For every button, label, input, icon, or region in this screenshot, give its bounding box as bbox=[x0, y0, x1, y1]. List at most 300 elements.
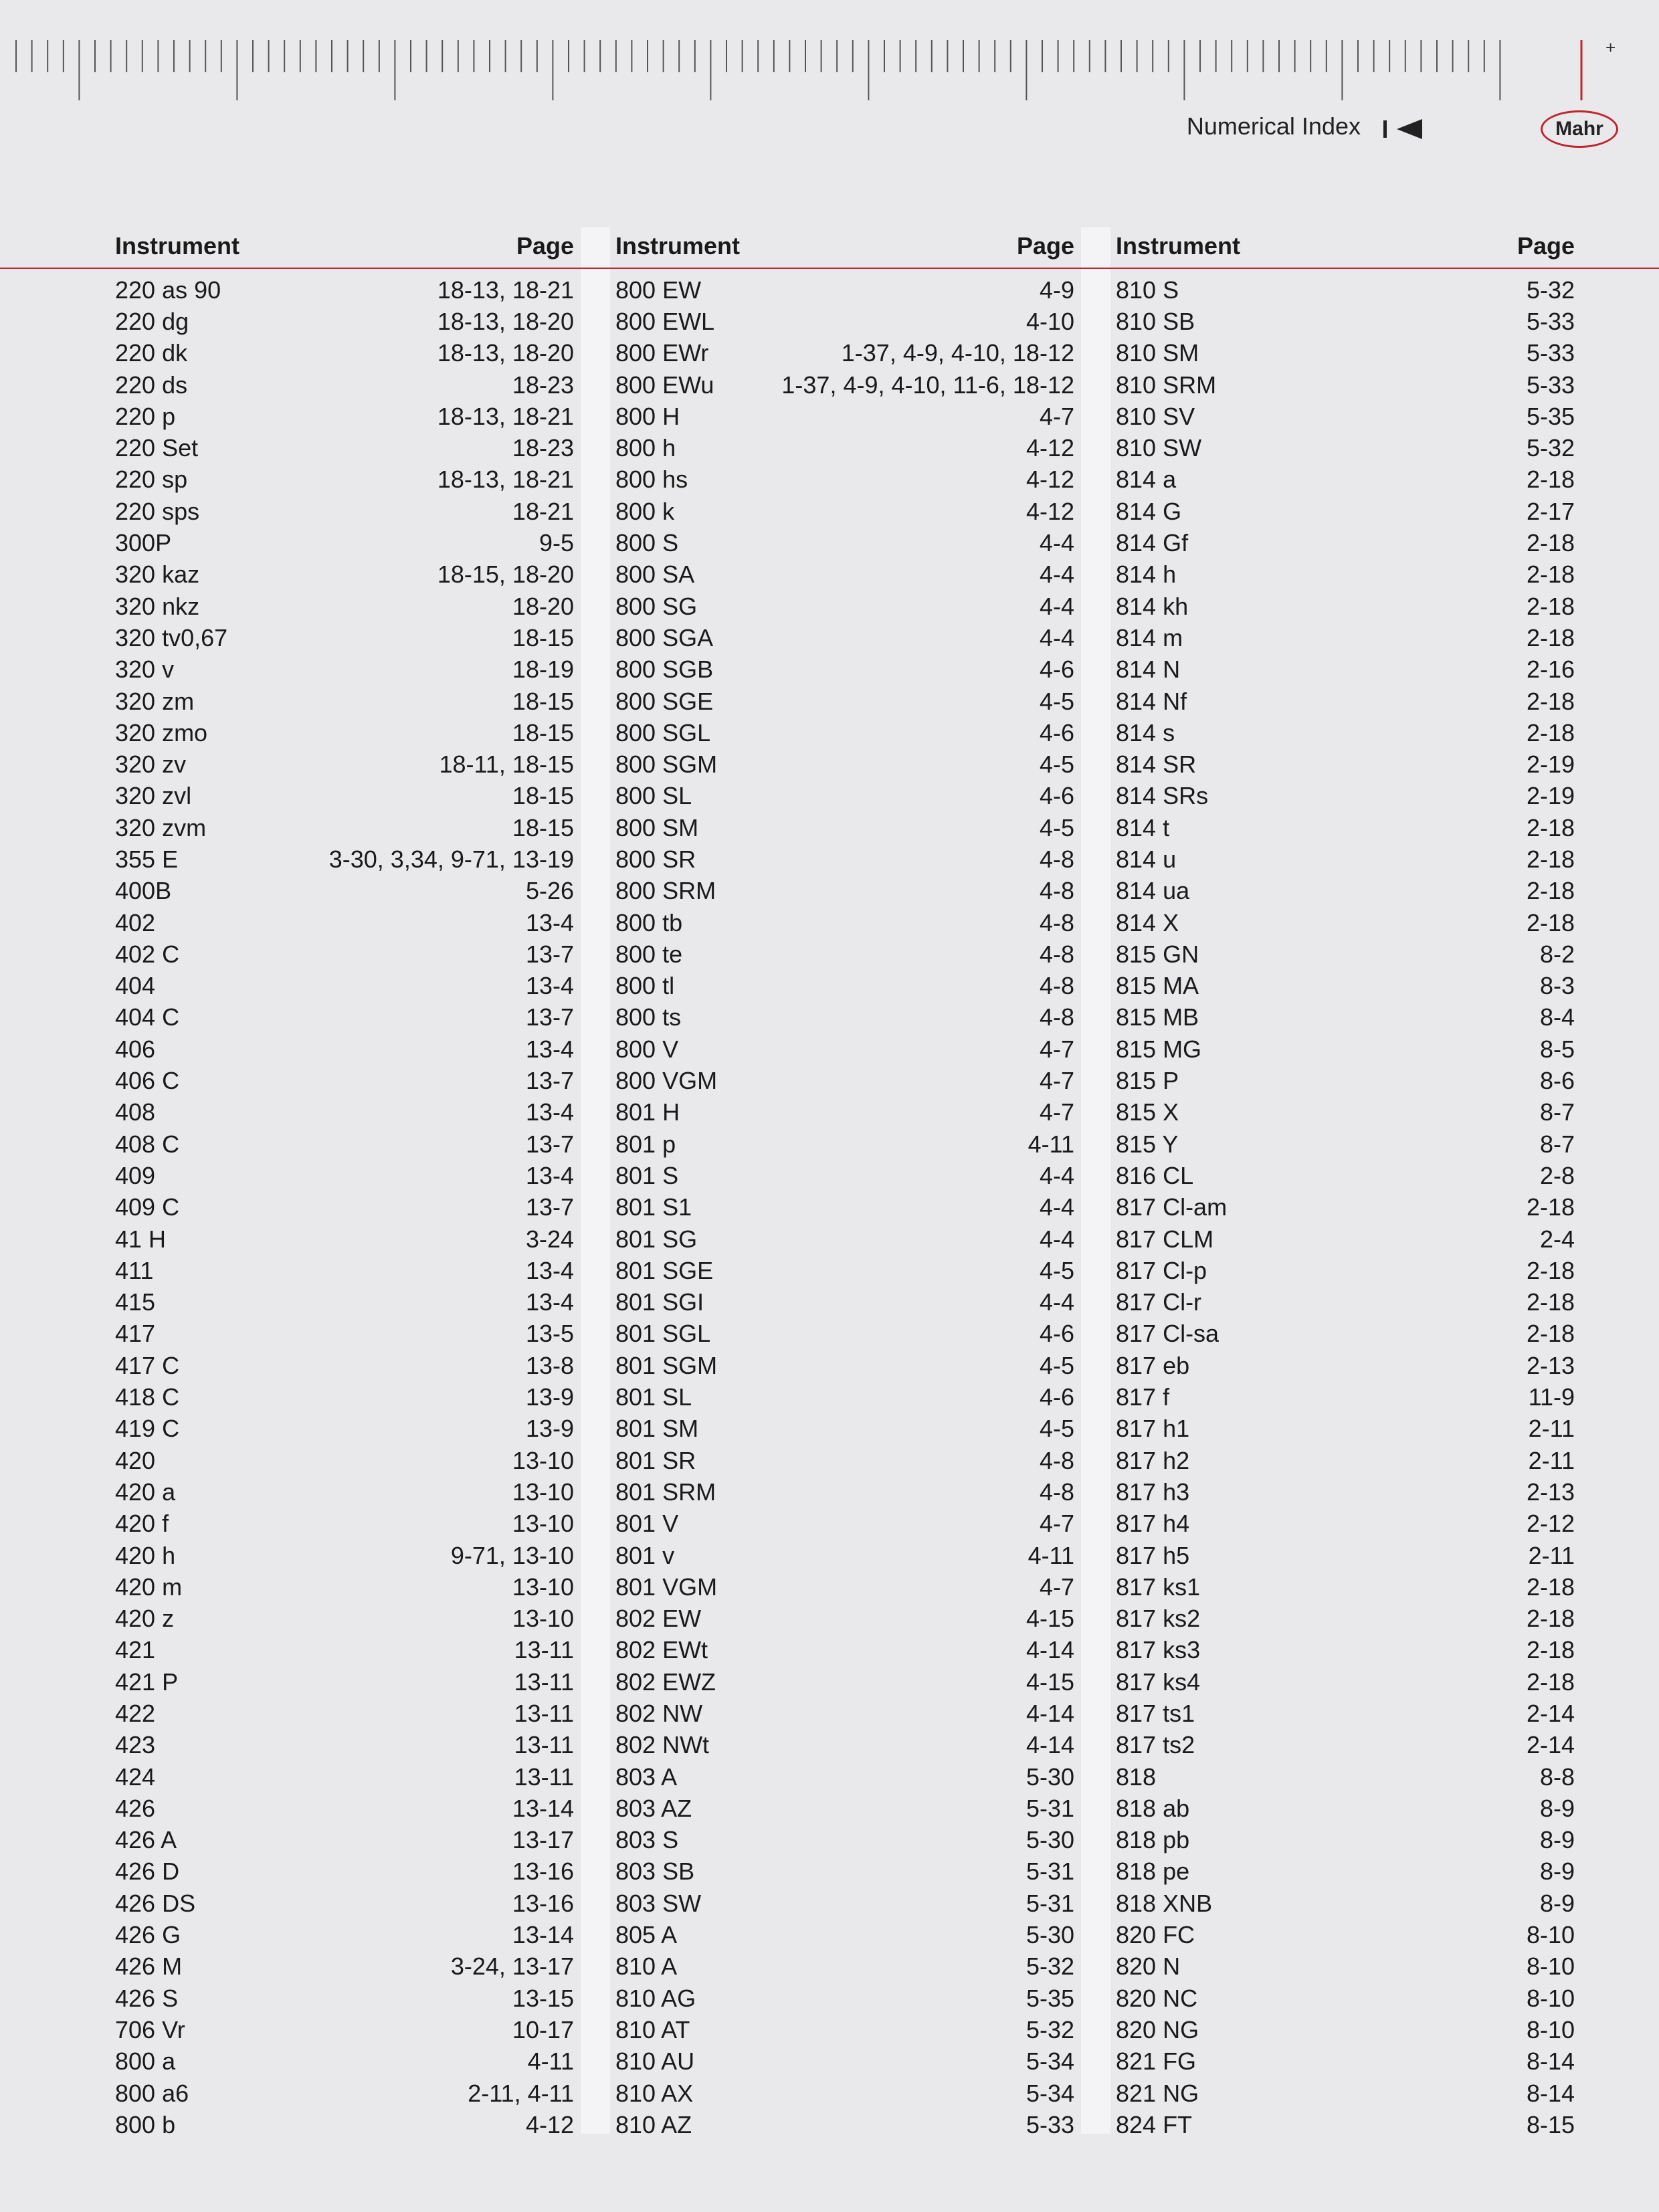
index-row bbox=[115, 1666, 574, 1698]
instrument-name: 801 SGM bbox=[615, 1351, 718, 1379]
instrument-name: 814 m bbox=[1116, 623, 1183, 651]
page-reference: 2-18 bbox=[1526, 718, 1575, 746]
page-reference: 8-3 bbox=[1539, 972, 1575, 1000]
page-reference: 2-18 bbox=[1526, 813, 1575, 841]
page-reference: 13-4 bbox=[525, 1098, 574, 1126]
instrument-name: 800 SRM bbox=[615, 877, 716, 905]
instrument-name: 801 SGE bbox=[615, 1256, 714, 1284]
index-row bbox=[115, 1476, 574, 1508]
instrument-name: 801 v bbox=[615, 1541, 675, 1569]
page-reference: 2-18 bbox=[1526, 1636, 1575, 1664]
page-reference: 2-18 bbox=[1526, 1320, 1575, 1348]
index-row bbox=[115, 1761, 574, 1793]
instrument-name: 814 G bbox=[1116, 497, 1182, 525]
instrument-name: 802 EWZ bbox=[615, 1668, 716, 1696]
instrument-name: 320 nkz bbox=[115, 592, 200, 620]
page-reference: 18-19 bbox=[512, 656, 574, 684]
page-reference: 13-7 bbox=[525, 1067, 574, 1095]
instrument-name: 408 C bbox=[115, 1130, 180, 1158]
index-row bbox=[615, 1540, 1074, 1571]
instrument-name: 810 AU bbox=[615, 2047, 695, 2076]
index-row bbox=[1116, 938, 1575, 970]
instrument-name: 420 a bbox=[115, 1478, 176, 1506]
index-row bbox=[115, 338, 574, 369]
index-row bbox=[115, 2078, 574, 2109]
page-reference: 1-37, 4-9, 4-10, 18-12 bbox=[841, 339, 1074, 367]
index-row bbox=[1116, 1065, 1575, 1096]
index-rows bbox=[1116, 274, 1575, 2141]
instrument-name: 800 a6 bbox=[115, 2079, 189, 2107]
index-row bbox=[115, 1128, 574, 1160]
instrument-name: 800 SGB bbox=[615, 656, 714, 684]
instrument-name: 800 EW bbox=[615, 276, 702, 304]
index-row bbox=[615, 401, 1074, 432]
index-row bbox=[1116, 1350, 1575, 1381]
page-reference: 4-14 bbox=[1026, 1636, 1074, 1664]
instrument-name: 814 Gf bbox=[1116, 529, 1189, 557]
index-row bbox=[1116, 274, 1575, 306]
instrument-name: 800 SG bbox=[615, 592, 698, 620]
index-row bbox=[115, 1983, 574, 2014]
instrument-name: 426 S bbox=[115, 1984, 179, 2012]
instrument-name: 801 SGI bbox=[615, 1288, 704, 1316]
page-reference: 5-34 bbox=[1026, 2047, 1074, 2076]
instrument-name: 815 P bbox=[1116, 1067, 1179, 1095]
page-reference: 9-5 bbox=[539, 529, 574, 557]
instrument-name: 820 NG bbox=[1116, 2015, 1199, 2043]
index-row bbox=[615, 1793, 1074, 1824]
instrument-name: 300P bbox=[115, 529, 172, 557]
index-row bbox=[115, 1698, 574, 1729]
page-reference: 4-7 bbox=[1039, 1067, 1074, 1095]
index-row bbox=[115, 781, 574, 812]
index-row bbox=[1116, 1888, 1575, 1919]
instrument-name: 420 bbox=[115, 1446, 156, 1474]
instrument-name: 801 S bbox=[615, 1161, 679, 1189]
index-row bbox=[615, 1033, 1074, 1065]
index-row bbox=[615, 2078, 1074, 2109]
page-reference: 13-16 bbox=[512, 1857, 574, 1886]
page-reference: 5-34 bbox=[1026, 2079, 1074, 2107]
instrument-name: 810 AG bbox=[615, 1984, 696, 2012]
instrument-name: 810 AZ bbox=[615, 2110, 692, 2138]
page-reference: 8-9 bbox=[1539, 1857, 1575, 1886]
instrument-name: 422 bbox=[115, 1700, 156, 1727]
page-reference: 4-4 bbox=[1039, 561, 1074, 589]
index-row bbox=[615, 559, 1074, 591]
index-row bbox=[615, 1635, 1074, 1666]
page-reference: 4-6 bbox=[1039, 1320, 1074, 1348]
instrument-name: 320 zv bbox=[115, 750, 187, 779]
index-row bbox=[1116, 876, 1575, 907]
index-row bbox=[1116, 1730, 1575, 1761]
index-rows bbox=[615, 274, 1074, 2141]
page-reference: 18-15 bbox=[512, 623, 574, 651]
page-reference: 18-20 bbox=[512, 592, 574, 620]
instrument-name: 803 S bbox=[615, 1826, 679, 1854]
page-reference: 5-35 bbox=[1026, 1984, 1074, 2012]
index-row bbox=[115, 717, 574, 748]
index-row bbox=[115, 748, 574, 780]
index-row bbox=[115, 622, 574, 653]
page-reference: 13-7 bbox=[525, 1193, 574, 1221]
index-row bbox=[1116, 1761, 1575, 1793]
page-reference: 13-4 bbox=[525, 1256, 574, 1284]
instrument-name: 803 AZ bbox=[615, 1794, 692, 1822]
page-reference: 4-7 bbox=[1039, 1510, 1074, 1538]
index-row bbox=[115, 843, 574, 875]
instrument-name: 406 bbox=[115, 1035, 156, 1063]
index-row bbox=[615, 1919, 1074, 1950]
page-reference: 4-15 bbox=[1026, 1605, 1074, 1633]
instrument-name: 814 t bbox=[1116, 813, 1170, 841]
instrument-name: 817 ks4 bbox=[1116, 1668, 1201, 1696]
index-row bbox=[1116, 1635, 1575, 1666]
index-row bbox=[1116, 527, 1575, 559]
index-row bbox=[1116, 907, 1575, 938]
page-reference: 4-14 bbox=[1026, 1731, 1074, 1759]
instrument-name: 815 Y bbox=[1116, 1130, 1179, 1158]
index-row bbox=[1116, 1508, 1575, 1540]
instrument-name: 814 X bbox=[1116, 908, 1179, 936]
instrument-name: 800 tb bbox=[615, 908, 683, 936]
index-row bbox=[115, 1065, 574, 1096]
page-reference: 2-19 bbox=[1526, 782, 1575, 810]
index-row bbox=[115, 1856, 574, 1888]
index-row bbox=[115, 1033, 574, 1065]
instrument-name: 418 C bbox=[115, 1383, 180, 1411]
instrument-name: 801 SL bbox=[615, 1383, 692, 1411]
index-row bbox=[615, 907, 1074, 938]
page-reference: 4-4 bbox=[1039, 1225, 1074, 1253]
page-reference: 11-9 bbox=[1528, 1383, 1575, 1411]
instrument-name: 814 Nf bbox=[1116, 687, 1187, 715]
index-row bbox=[1116, 1255, 1575, 1286]
index-row bbox=[615, 1128, 1074, 1160]
instrument-name: 817 ts1 bbox=[1116, 1700, 1195, 1727]
index-row bbox=[115, 1413, 574, 1445]
index-row bbox=[1116, 2046, 1575, 2078]
index-row bbox=[615, 781, 1074, 812]
index-column-3 bbox=[1116, 227, 1575, 2141]
instrument-name: 818 pe bbox=[1116, 1857, 1190, 1886]
instrument-name: 220 sps bbox=[115, 497, 200, 525]
instrument-name: 424 bbox=[115, 1763, 156, 1791]
index-row bbox=[115, 306, 574, 337]
index-row bbox=[615, 812, 1074, 843]
instrument-name: 802 NW bbox=[615, 1700, 703, 1727]
page-reference: 13-10 bbox=[512, 1510, 574, 1538]
page-reference: 18-15 bbox=[512, 687, 574, 715]
page-reference: 4-6 bbox=[1039, 718, 1074, 746]
index-row bbox=[615, 1603, 1074, 1634]
page-reference: 13-7 bbox=[525, 1130, 574, 1158]
instrument-name: 810 SV bbox=[1116, 402, 1195, 430]
instrument-name: 802 EWt bbox=[615, 1636, 708, 1664]
instrument-name: 402 C bbox=[115, 940, 180, 968]
page-reference: 4-9 bbox=[1039, 276, 1074, 304]
index-row bbox=[615, 1381, 1074, 1413]
index-row bbox=[115, 1350, 574, 1381]
index-row bbox=[115, 812, 574, 843]
instrument-name: 801 SR bbox=[615, 1446, 696, 1474]
index-row bbox=[1116, 1603, 1575, 1634]
index-row bbox=[615, 496, 1074, 527]
instrument-name: 810 AX bbox=[615, 2079, 694, 2107]
page-reference: 3-24, 13-17 bbox=[450, 1952, 574, 1981]
index-row bbox=[615, 1730, 1074, 1761]
instrument-name: 814 a bbox=[1116, 466, 1177, 494]
instrument-name: 220 sp bbox=[115, 466, 188, 494]
instrument-name: 805 A bbox=[615, 1921, 678, 1949]
page-reference: 8-15 bbox=[1526, 2110, 1575, 2138]
instrument-name: 821 FG bbox=[1116, 2047, 1197, 2076]
index-row bbox=[115, 1571, 574, 1603]
index-row bbox=[115, 1888, 574, 1919]
instrument-name: 417 bbox=[115, 1320, 156, 1348]
page-reference: 2-19 bbox=[1526, 750, 1575, 779]
index-row bbox=[1116, 1128, 1575, 1160]
index-row bbox=[1116, 781, 1575, 812]
index-row bbox=[115, 1445, 574, 1476]
page-reference: 5-30 bbox=[1026, 1763, 1074, 1791]
instrument-name: 810 SRM bbox=[1116, 371, 1217, 399]
index-row bbox=[1116, 1856, 1575, 1888]
instrument-name: 815 MA bbox=[1116, 972, 1199, 1000]
page-reference: 18-15 bbox=[512, 782, 574, 810]
index-row bbox=[615, 1255, 1074, 1286]
index-row bbox=[615, 1445, 1074, 1476]
page-reference: 4-8 bbox=[1039, 877, 1074, 905]
index-row bbox=[115, 907, 574, 938]
index-row bbox=[615, 1666, 1074, 1698]
page-reference: 4-7 bbox=[1039, 1573, 1074, 1601]
instrument-name: 803 A bbox=[615, 1763, 678, 1791]
instrument-name: 800 S bbox=[615, 529, 679, 557]
instrument-name: 426 M bbox=[115, 1952, 183, 1981]
instrument-name: 800 a bbox=[115, 2047, 176, 2076]
instrument-name: 817 Cl-r bbox=[1116, 1288, 1202, 1316]
page-reference: 18-13, 18-20 bbox=[437, 339, 574, 367]
page-reference: 4-7 bbox=[1039, 402, 1074, 430]
page-reference: 2-18 bbox=[1526, 687, 1575, 715]
column-header bbox=[615, 227, 1074, 265]
index-row bbox=[115, 971, 574, 1002]
instrument-name: 800 EWL bbox=[615, 307, 715, 335]
index-row bbox=[1116, 2109, 1575, 2140]
index-row bbox=[615, 2109, 1074, 2140]
index-row bbox=[615, 1761, 1074, 1793]
instrument-name: 800 h bbox=[615, 434, 676, 462]
instrument-name: 801 H bbox=[615, 1098, 680, 1126]
instrument-name: 824 FT bbox=[1116, 2110, 1193, 2138]
page-reference: 8-4 bbox=[1539, 1003, 1575, 1031]
index-row bbox=[1116, 1287, 1575, 1318]
page-reference: 9-71, 13-10 bbox=[450, 1541, 574, 1569]
instrument-name: 818 bbox=[1116, 1763, 1157, 1791]
index-row bbox=[1116, 717, 1575, 748]
index-row bbox=[615, 338, 1074, 369]
page-reference: 13-4 bbox=[525, 908, 574, 936]
index-row bbox=[1116, 1413, 1575, 1445]
page-reference: 13-7 bbox=[525, 940, 574, 968]
page-reference: 5-33 bbox=[1526, 307, 1575, 335]
index-row bbox=[115, 1223, 574, 1255]
index-row bbox=[1116, 843, 1575, 875]
instrument-name: 801 V bbox=[615, 1510, 679, 1538]
page-reference: 8-9 bbox=[1539, 1889, 1575, 1917]
page-reference: 8-10 bbox=[1526, 2015, 1575, 2043]
index-row bbox=[115, 2046, 574, 2078]
index-row bbox=[115, 1635, 574, 1666]
instrument-name: 406 C bbox=[115, 1067, 180, 1095]
index-row bbox=[615, 527, 1074, 559]
index-row bbox=[615, 432, 1074, 464]
page-reference: 18-15 bbox=[512, 718, 574, 746]
section-title: Numerical Index bbox=[1186, 112, 1361, 140]
index-row bbox=[615, 876, 1074, 907]
page-reference: 13-16 bbox=[512, 1889, 574, 1917]
page-reference: 13-10 bbox=[512, 1478, 574, 1506]
index-row bbox=[1116, 1540, 1575, 1571]
page-reference: 13-8 bbox=[525, 1351, 574, 1379]
page-reference: 2-8 bbox=[1539, 1161, 1575, 1189]
instrument-name: 800 SGL bbox=[615, 718, 711, 746]
column-divider bbox=[581, 227, 610, 2134]
instrument-name: 817 Cl-am bbox=[1116, 1193, 1228, 1221]
index-row bbox=[115, 369, 574, 401]
page-reference: 13-17 bbox=[512, 1826, 574, 1854]
page-reference: 2-18 bbox=[1526, 592, 1575, 620]
page-reference: 4-6 bbox=[1039, 656, 1074, 684]
index-row bbox=[615, 1413, 1074, 1445]
page-reference: 2-16 bbox=[1526, 656, 1575, 684]
page-reference: 4-4 bbox=[1039, 623, 1074, 651]
page-reference: 4-5 bbox=[1039, 687, 1074, 715]
index-row bbox=[1116, 1318, 1575, 1350]
page-reference: 5-32 bbox=[1026, 1952, 1074, 1981]
instrument-name: 801 p bbox=[615, 1130, 676, 1158]
page-reference: 2-18 bbox=[1526, 1256, 1575, 1284]
index-row bbox=[615, 971, 1074, 1002]
page-reference: 5-31 bbox=[1026, 1794, 1074, 1822]
page-reference: 4-5 bbox=[1039, 1351, 1074, 1379]
page-reference: 4-12 bbox=[1026, 466, 1074, 494]
index-row bbox=[115, 1540, 574, 1571]
page-reference: 2-18 bbox=[1526, 877, 1575, 905]
index-row bbox=[615, 2014, 1074, 2045]
index-row bbox=[615, 1571, 1074, 1603]
instrument-name: 800 hs bbox=[615, 466, 688, 494]
instrument-name: 814 SR bbox=[1116, 750, 1197, 779]
page-reference: 2-18 bbox=[1526, 466, 1575, 494]
instrument-name: 814 h bbox=[1116, 561, 1177, 589]
page-reference: 5-35 bbox=[1526, 402, 1575, 430]
page-reference: 8-14 bbox=[1526, 2079, 1575, 2107]
index-column-2 bbox=[615, 227, 1074, 2141]
index-row bbox=[1116, 2078, 1575, 2109]
index-row bbox=[115, 1255, 574, 1286]
instrument-header: Instrument bbox=[1116, 232, 1241, 260]
instrument-name: 817 ts2 bbox=[1116, 1731, 1195, 1759]
instrument-name: 814 u bbox=[1116, 845, 1177, 873]
instrument-name: 426 A bbox=[115, 1826, 177, 1854]
instrument-name: 220 Set bbox=[115, 434, 199, 462]
index-row bbox=[1116, 2014, 1575, 2045]
page-ruler bbox=[0, 0, 1659, 114]
index-row bbox=[615, 1160, 1074, 1191]
instrument-name: 817 Cl-sa bbox=[1116, 1320, 1219, 1348]
instrument-name: 220 ds bbox=[115, 371, 188, 399]
instrument-name: 801 SG bbox=[615, 1225, 698, 1253]
page-reference: 18-21 bbox=[512, 497, 574, 525]
index-row bbox=[615, 1192, 1074, 1223]
instrument-name: 803 SB bbox=[615, 1857, 695, 1886]
page-reference: 13-4 bbox=[525, 1288, 574, 1316]
instrument-name: 814 kh bbox=[1116, 592, 1189, 620]
page-reference: 4-5 bbox=[1039, 1415, 1074, 1443]
page-reference: 4-5 bbox=[1039, 1256, 1074, 1284]
page-reference: 10-17 bbox=[512, 2015, 574, 2043]
index-row bbox=[615, 1223, 1074, 1255]
instrument-name: 800 SR bbox=[615, 845, 696, 873]
instrument-name: 817 ks1 bbox=[1116, 1573, 1201, 1601]
index-row bbox=[615, 748, 1074, 780]
instrument-name: 818 pb bbox=[1116, 1826, 1190, 1854]
page-header: Page bbox=[1016, 232, 1074, 260]
page-reference: 13-11 bbox=[514, 1731, 574, 1759]
page-reference: 2-18 bbox=[1526, 561, 1575, 589]
index-row bbox=[115, 654, 574, 686]
page-reference: 2-18 bbox=[1526, 1288, 1575, 1316]
instrument-header: Instrument bbox=[615, 232, 741, 260]
index-row bbox=[1116, 1476, 1575, 1508]
index-row bbox=[1116, 1571, 1575, 1603]
instrument-name: 415 bbox=[115, 1288, 156, 1316]
index-row bbox=[115, 1951, 574, 1983]
instrument-name: 800 SGA bbox=[615, 623, 714, 651]
instrument-name: 800 SL bbox=[615, 782, 692, 810]
page-reference: 5-33 bbox=[1026, 2110, 1074, 2138]
instrument-name: 800 VGM bbox=[615, 1067, 718, 1095]
page-header: Page bbox=[516, 232, 574, 260]
page-reference: 13-10 bbox=[512, 1573, 574, 1601]
index-row bbox=[1116, 1097, 1575, 1128]
page-reference: 2-14 bbox=[1526, 1731, 1575, 1759]
instrument-name: 426 D bbox=[115, 1857, 180, 1886]
index-row bbox=[115, 686, 574, 717]
page-reference: 8-14 bbox=[1526, 2047, 1575, 2076]
index-row bbox=[615, 1951, 1074, 1983]
page-reference: 4-8 bbox=[1039, 1003, 1074, 1031]
instrument-name: 810 A bbox=[615, 1952, 678, 1981]
page-reference: 18-23 bbox=[512, 434, 574, 462]
index-row bbox=[1116, 464, 1575, 496]
index-row bbox=[115, 559, 574, 591]
page-reference: 5-32 bbox=[1526, 434, 1575, 462]
page-reference: 4-8 bbox=[1039, 1478, 1074, 1506]
index-row bbox=[115, 876, 574, 907]
page-reference: 18-23 bbox=[512, 371, 574, 399]
index-row bbox=[1116, 1793, 1575, 1824]
instrument-name: 409 bbox=[115, 1161, 156, 1189]
index-row bbox=[1116, 369, 1575, 401]
index-row bbox=[615, 1825, 1074, 1856]
page-reference: 2-17 bbox=[1526, 497, 1575, 525]
index-column-1 bbox=[115, 227, 574, 2141]
index-row bbox=[615, 369, 1074, 401]
page-reference: 2-4 bbox=[1539, 1225, 1575, 1253]
